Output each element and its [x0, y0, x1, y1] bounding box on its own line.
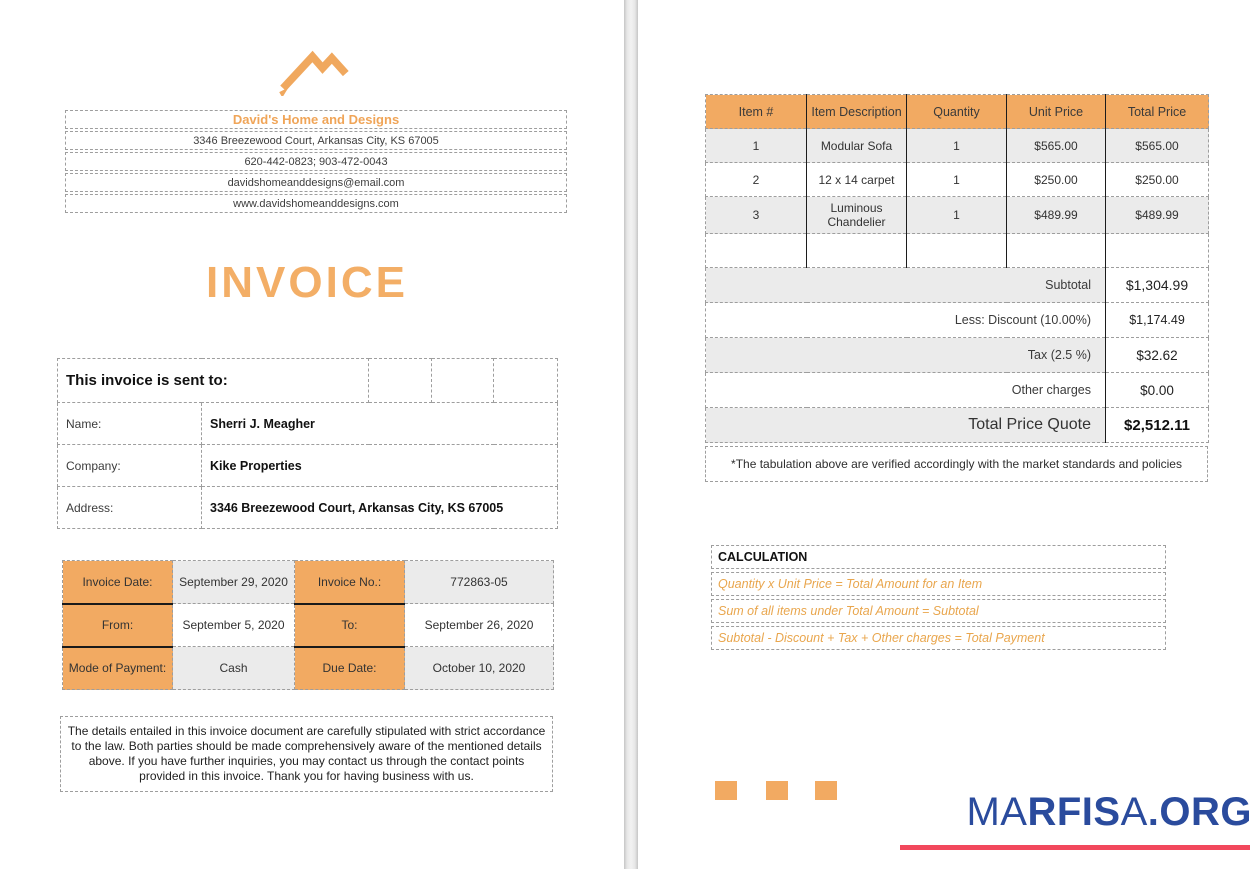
- company-name: David's Home and Designs: [65, 110, 567, 129]
- item-description: 12 x 14 carpet: [807, 163, 907, 197]
- invoice-no-label: Invoice No.:: [295, 561, 405, 604]
- item-quantity: 1: [907, 163, 1007, 197]
- item-description: Luminous Chandelier: [807, 197, 907, 234]
- item-no: 3: [706, 197, 807, 234]
- recipient-address-label: Address:: [58, 487, 202, 529]
- total-value: $2,512.11: [1106, 408, 1209, 443]
- sent-to-table: [57, 358, 558, 529]
- item-quantity: 1: [907, 197, 1007, 234]
- other-charges-row: [706, 373, 1209, 408]
- discount-value: $1,174.49: [1106, 303, 1209, 338]
- brand-text-part: .ORG: [1147, 790, 1252, 834]
- subtotal-value: $1,304.99: [1106, 268, 1209, 303]
- table-row: [63, 647, 554, 690]
- table-row-empty: [706, 234, 1209, 268]
- item-unit-price: [1007, 234, 1106, 268]
- invoice-page-1: [0, 0, 624, 869]
- sent-to-heading: This invoice is sent to:: [58, 359, 369, 403]
- payment-mode-label: Mode of Payment:: [63, 647, 173, 690]
- calculation-box: [711, 545, 1166, 653]
- recipient-company-value: Kike Properties: [202, 445, 558, 487]
- company-address: 3346 Breezewood Court, Arkansas City, KS 67005: [65, 131, 567, 150]
- brand-text-part: MA: [966, 790, 1028, 834]
- table-row: [63, 604, 554, 647]
- item-no: 1: [706, 129, 807, 163]
- item-total-price: $250.00: [1106, 163, 1209, 197]
- other-charges-label: Other charges: [706, 373, 1106, 408]
- invoice-note: The details entailed in this invoice document are carefully stipulated with strict accordance to the law. Both parties should be made comprehensively aware of the mentioned details above. If you have further inquiries, you may contact us through the contact points provided in this invoice. Thank you for having business with us.: [60, 716, 553, 792]
- calculation-line: Subtotal - Discount + Tax + Other charges = Total Payment: [711, 626, 1166, 650]
- recipient-name-label: Name:: [58, 403, 202, 445]
- invoice-date-label: Invoice Date:: [63, 561, 173, 604]
- empty-cell: [432, 359, 494, 403]
- item-unit-price: $250.00: [1007, 163, 1106, 197]
- tax-label: Tax (2.5 %): [706, 338, 1106, 373]
- col-header-item-no: Item #: [706, 95, 807, 129]
- recipient-company-label: Company:: [58, 445, 202, 487]
- period-to-value: September 26, 2020: [405, 604, 554, 647]
- recipient-address-value: 3346 Breezewood Court, Arkansas City, KS 67005: [202, 487, 558, 529]
- table-row: [706, 129, 1209, 163]
- item-unit-price: $489.99: [1007, 197, 1106, 234]
- table-row: [58, 487, 558, 529]
- col-header-description: Item Description: [807, 95, 907, 129]
- table-row: [706, 163, 1209, 197]
- item-quantity: [907, 234, 1007, 268]
- table-row: [63, 561, 554, 604]
- subtotal-label: Subtotal: [706, 268, 1106, 303]
- period-to-label: To:: [295, 604, 405, 647]
- brand-text-part: RFIS: [1027, 790, 1121, 834]
- table-row: [58, 403, 558, 445]
- calculation-line: Quantity x Unit Price = Total Amount for an Item: [711, 572, 1166, 596]
- calculation-line: Sum of all items under Total Amount = Subtotal: [711, 599, 1166, 623]
- brand-logo: [886, 790, 1252, 835]
- company-email: davidshomeanddesigns@email.com: [65, 173, 567, 192]
- item-no: [706, 234, 807, 268]
- other-charges-value: $0.00: [1106, 373, 1209, 408]
- item-total-price: [1106, 234, 1209, 268]
- discount-label: Less: Discount (10.00%): [706, 303, 1106, 338]
- table-row: [58, 445, 558, 487]
- item-unit-price: $565.00: [1007, 129, 1106, 163]
- invoice-title: INVOICE: [206, 258, 408, 307]
- period-from-value: September 5, 2020: [173, 604, 295, 647]
- col-header-quantity: Quantity: [907, 95, 1007, 129]
- item-description: [807, 234, 907, 268]
- empty-cell: [369, 359, 432, 403]
- total-label: Total Price Quote: [706, 408, 1106, 443]
- company-website: www.davidshomeanddesigns.com: [65, 194, 567, 213]
- total-row: [706, 408, 1209, 443]
- empty-cell: [494, 359, 558, 403]
- items-table: [705, 94, 1209, 443]
- due-date-label: Due Date:: [295, 647, 405, 690]
- company-header: [65, 110, 567, 215]
- item-description: Modular Sofa: [807, 129, 907, 163]
- company-phones: 620-442-0823; 903-472-0043: [65, 152, 567, 171]
- page-gutter: [624, 0, 638, 869]
- brand-underline: [900, 845, 1250, 850]
- item-total-price: $565.00: [1106, 129, 1209, 163]
- invoice-no-value: 772863-05: [405, 561, 554, 604]
- mountain-logo-icon: [270, 48, 355, 96]
- tabulation-footnote: *The tabulation above are verified accordingly with the market standards and policies: [705, 446, 1208, 482]
- invoice-page-2: [638, 0, 1259, 869]
- decor-square: [815, 781, 837, 800]
- payment-mode-value: Cash: [173, 647, 295, 690]
- table-row: [706, 197, 1209, 234]
- invoice-date-value: September 29, 2020: [173, 561, 295, 604]
- brand-text-part: A: [1120, 790, 1148, 834]
- recipient-name-value: Sherri J. Meagher: [202, 403, 558, 445]
- decor-square: [766, 781, 788, 800]
- col-header-total-price: Total Price: [1106, 95, 1209, 129]
- items-header-row: [706, 95, 1209, 129]
- tax-row: [706, 338, 1209, 373]
- decor-square: [715, 781, 737, 800]
- period-from-label: From:: [63, 604, 173, 647]
- item-quantity: 1: [907, 129, 1007, 163]
- discount-row: [706, 303, 1209, 338]
- tax-value: $32.62: [1106, 338, 1209, 373]
- due-date-value: October 10, 2020: [405, 647, 554, 690]
- invoice-details-table: [62, 560, 554, 690]
- subtotal-row: [706, 268, 1209, 303]
- item-total-price: $489.99: [1106, 197, 1209, 234]
- col-header-unit-price: Unit Price: [1007, 95, 1106, 129]
- calculation-heading: CALCULATION: [711, 545, 1166, 569]
- item-no: 2: [706, 163, 807, 197]
